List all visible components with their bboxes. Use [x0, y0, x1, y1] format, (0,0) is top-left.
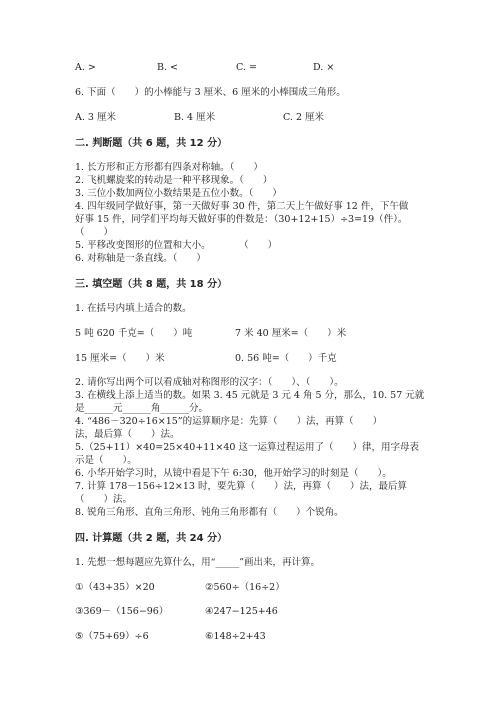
fill-item: 4. “486－320÷16×15”的运算顺序是：先算（ ）法，再算（ ）	[75, 416, 383, 427]
fill-item: （ ）法。	[75, 494, 133, 505]
judge-item: 5. 平移改变图形的位置和大小。 （ ）	[75, 240, 278, 251]
fill-item: 是______元______角______分。	[75, 403, 209, 414]
judge-item: （ ）	[75, 227, 114, 238]
fill-item: 3. 在横线上添上适当的数。如果 3. 45 元就是 3 元 4 角 5 分，那么，10. 57 元就	[75, 390, 425, 401]
judge-item: 4. 四年级同学做好事，第一天做好事 30 件，第二天上午做好事 12 件，下午做	[75, 201, 409, 212]
fill-q1-right: 7 米 40 厘米=（ ）米	[235, 328, 347, 339]
fill-item: 7. 计算 178－156÷12×13 时，要先算（ ）法，再算（ ）法，最后算	[75, 481, 407, 492]
calc-expression: ⑤（75+69）÷6	[75, 631, 149, 642]
fill-q1-left: 5 吨 620 千克=（ ）吨	[75, 328, 193, 339]
calc-intro: 1. 先想一想每题应先算什么，用“_____”画出来，再计算。	[75, 557, 321, 568]
judge-item: 3. 三位小数加两位小数结果是五位小数。（ ）	[75, 188, 282, 199]
q6-option-a: A. 3 厘米	[75, 112, 116, 123]
calc-expression: ①（43+35）×20	[75, 582, 155, 593]
judge-item: 6. 对称轴是一条直线。（ ）	[75, 253, 206, 264]
calc-expression: ④247−125+46	[205, 606, 278, 617]
fill-q1-left: 15 厘米=（ ）米	[75, 353, 165, 364]
fill-item: 5.（25+11）×40=25×40+11×40 这一运算过程运用了（ ）律，用字母表	[75, 442, 419, 453]
fill-item: 法，最后算（ ）法。	[75, 429, 180, 440]
judge-item: 1. 长方形和正方形都有四条对称轴。（ ）	[75, 162, 263, 173]
q5-option-d: D. ×	[313, 62, 335, 73]
q5-option-a: A. >	[75, 62, 96, 73]
fill-q1: 1. 在括号内填上适合的数。	[75, 303, 192, 314]
q5-option-b: B. <	[157, 62, 178, 73]
fill-item: 8. 锐角三角形、直角三角形、钝角三角形都有（ ）个锐角。	[75, 507, 344, 518]
judge-item: 2. 飞机螺旋桨的转动是一种平移现象。（ ）	[75, 175, 273, 186]
q5-option-c: C. =	[236, 62, 257, 73]
fill-item: 2. 请你写出两个可以看成轴对称图形的汉字：（ ）、（ ）。	[75, 377, 344, 388]
q6-text: 6. 下面（ ）的小棒能与 3 厘米、6 厘米的小棒围成三角形。	[75, 87, 346, 98]
calc-expression: ②560÷（16÷2）	[205, 582, 285, 593]
calc-expression: ⑥148÷2+43	[205, 631, 266, 642]
fill-item: 示是（ ）。	[75, 455, 137, 466]
calc-expression: ③369－（156−96）	[75, 606, 169, 617]
section-2-title: 二. 判断题（共 6 题，共 12 分）	[75, 138, 228, 149]
fill-item: 6. 小华开始学习时，从镜中看是下午 6:30，他开始学习的时刻是（ ）。	[75, 468, 392, 479]
q6-option-c: C. 2 厘米	[283, 112, 325, 123]
section-4-title: 四. 计算题（共 2 题，共 24 分）	[75, 533, 228, 544]
fill-q1-right: 0. 56 吨=（ ）千克	[235, 353, 337, 364]
section-3-title: 三. 填空题（共 8 题，共 18 分）	[75, 279, 228, 290]
judge-item: 好事 15 件，同学们平均每天做好事的件数是：（30+12+15）÷3=19（件）。	[75, 214, 408, 225]
q6-option-b: B. 4 厘米	[174, 112, 216, 123]
